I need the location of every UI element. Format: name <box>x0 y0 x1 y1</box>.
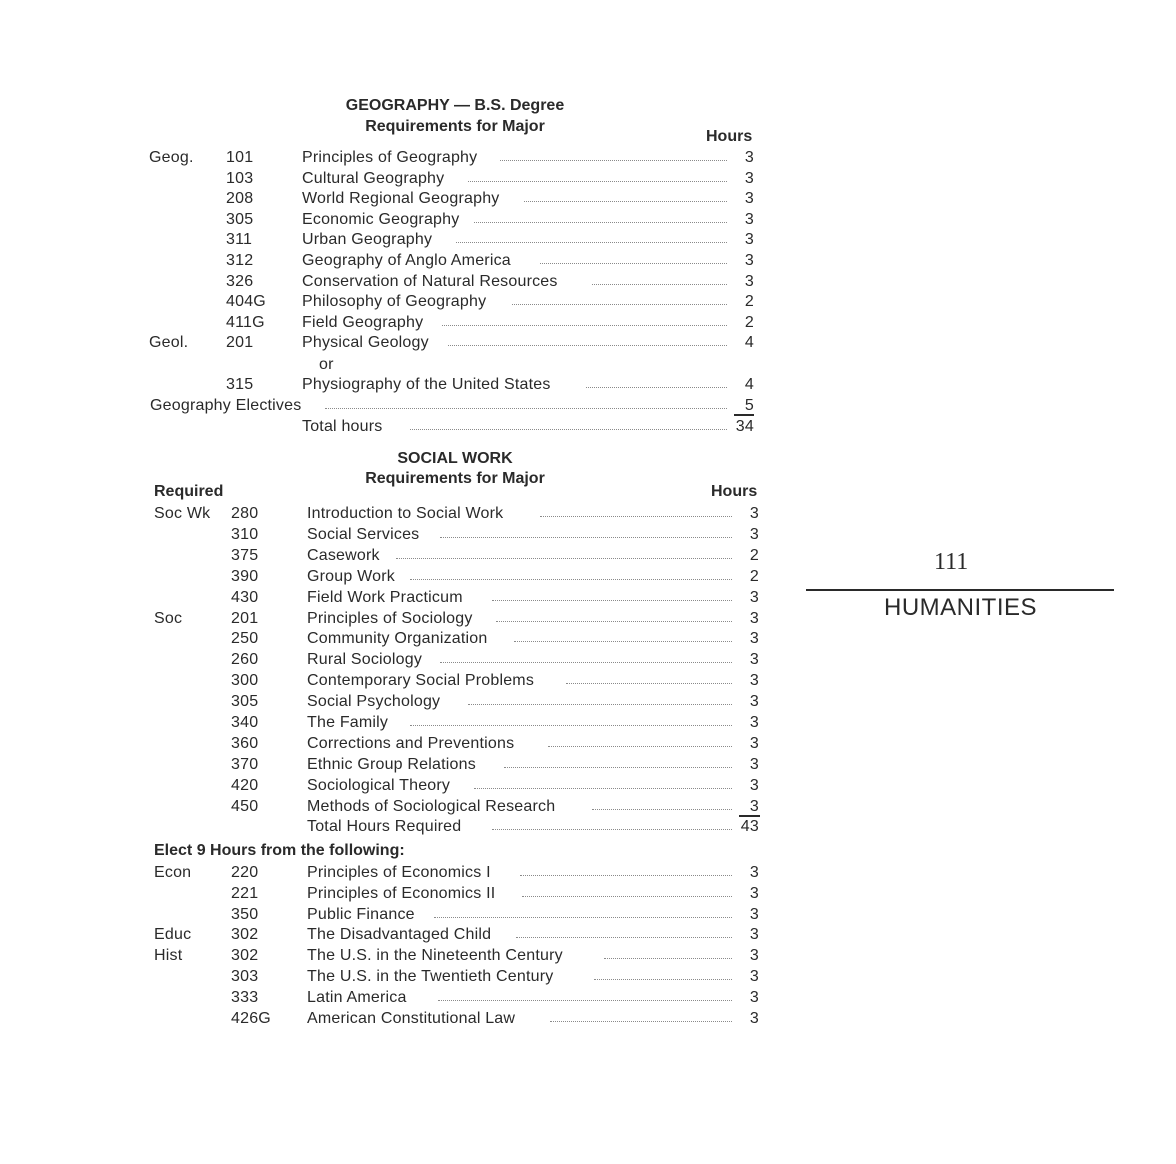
course-row <box>0 291 1176 312</box>
total-label: Total hours <box>302 418 383 435</box>
course-number: 201 <box>226 334 254 352</box>
credit-hours: 3 <box>744 149 754 166</box>
credit-hours: 3 <box>749 947 759 965</box>
course-title: Principles of Economics I <box>307 864 491 881</box>
course-number: 315 <box>226 376 254 393</box>
page-number: 111 <box>934 549 969 575</box>
credit-hours: 4 <box>744 376 754 393</box>
or-row <box>0 354 1176 375</box>
electives-label: Geography Electives <box>150 397 302 414</box>
credit-hours: 3 <box>749 505 759 522</box>
credit-hours: 3 <box>744 169 754 187</box>
course-title: Principles of Economics II <box>307 884 496 902</box>
dot-leader <box>594 979 732 980</box>
dot-leader <box>492 829 732 830</box>
credit-hours: 3 <box>749 1009 759 1027</box>
credit-hours: 34 <box>735 418 754 435</box>
credit-hours: 3 <box>749 884 759 902</box>
course-title: Physiography of the United States <box>302 376 551 393</box>
credit-hours: 4 <box>744 334 754 352</box>
course-row <box>0 566 1176 587</box>
credit-hours: 3 <box>744 190 754 208</box>
department: Geol. <box>149 334 189 352</box>
course-number: 280 <box>231 505 259 522</box>
course-title: The Disadvantaged Child <box>307 926 492 944</box>
credit-hours: 2 <box>749 567 759 585</box>
course-row <box>0 649 1176 670</box>
dot-leader <box>442 325 727 326</box>
margin-rule <box>806 589 1114 591</box>
dot-leader <box>540 263 727 264</box>
electives-row <box>0 395 1176 416</box>
course-title: The U.S. in the Nineteenth Century <box>307 947 563 965</box>
total-row <box>0 416 1176 437</box>
course-title: The Family <box>307 714 389 731</box>
course-number: 302 <box>231 926 259 944</box>
course-number: 404G <box>226 293 266 311</box>
dot-leader <box>440 537 732 538</box>
dot-leader <box>492 600 732 601</box>
course-title: Rural Sociology <box>307 651 423 669</box>
course-row <box>0 524 1176 545</box>
credit-hours: 3 <box>749 968 759 985</box>
course-row <box>0 503 1176 524</box>
course-row <box>0 1008 1176 1029</box>
course-row <box>0 862 1176 883</box>
course-title: Introduction to Social Work <box>307 505 504 522</box>
credit-hours: 3 <box>749 651 759 669</box>
course-number: 221 <box>231 884 259 902</box>
credit-hours: 3 <box>749 588 759 606</box>
credit-hours: 5 <box>744 397 754 414</box>
course-row <box>0 332 1176 353</box>
dot-leader <box>448 345 727 346</box>
dot-leader <box>500 160 727 161</box>
course-title: Geography of Anglo America <box>302 252 511 269</box>
dot-leader <box>550 1021 732 1022</box>
course-number: 311 <box>226 231 253 249</box>
dot-leader <box>566 683 732 684</box>
course-row <box>0 670 1176 691</box>
dot-leader <box>440 662 732 663</box>
course-title: Contemporary Social Problems <box>307 672 535 690</box>
course-number: 360 <box>231 734 259 752</box>
credit-hours: 3 <box>749 905 759 923</box>
course-row <box>0 924 1176 945</box>
course-row <box>0 628 1176 649</box>
dot-leader <box>456 242 727 243</box>
credit-hours: 3 <box>744 210 754 228</box>
course-number: 103 <box>226 169 254 187</box>
course-number: 101 <box>226 149 254 166</box>
dot-leader <box>438 1000 732 1001</box>
department: Hist <box>154 947 183 965</box>
dot-leader <box>592 284 727 285</box>
credit-hours: 3 <box>749 525 759 543</box>
course-number: 305 <box>231 693 259 711</box>
course-number: 260 <box>231 651 259 669</box>
total-label: Total Hours Required <box>307 818 462 835</box>
course-title: Field Work Practicum <box>307 588 463 606</box>
course-number: 426G <box>231 1009 271 1027</box>
course-number: 350 <box>231 905 259 923</box>
dot-leader <box>410 579 732 580</box>
credit-hours: 2 <box>749 546 759 564</box>
geography-hours-header: Hours <box>706 128 753 145</box>
course-row <box>0 775 1176 796</box>
course-number: 333 <box>231 988 259 1006</box>
course-number: 420 <box>231 776 259 794</box>
dot-leader <box>548 746 732 747</box>
course-number: 208 <box>226 190 254 208</box>
credit-hours: 3 <box>749 988 759 1006</box>
course-title: Conservation of Natural Resources <box>302 272 558 290</box>
course-title: Ethnic Group Relations <box>307 755 476 773</box>
credit-hours: 3 <box>749 714 759 731</box>
course-row <box>0 147 1176 168</box>
dot-leader <box>516 937 732 938</box>
credit-hours: 3 <box>749 609 759 627</box>
course-title: Community Organization <box>307 630 488 648</box>
course-row <box>0 987 1176 1008</box>
dot-leader <box>396 558 732 559</box>
dot-leader <box>604 958 732 959</box>
course-number: 375 <box>231 546 259 564</box>
course-row <box>0 271 1176 292</box>
course-title: Philosophy of Geography <box>302 293 487 311</box>
dot-leader <box>434 917 732 918</box>
course-row <box>0 312 1176 333</box>
dot-leader <box>474 788 732 789</box>
course-number: 201 <box>231 609 259 627</box>
course-number: 340 <box>231 714 259 731</box>
credit-hours: 3 <box>744 252 754 269</box>
credit-hours: 3 <box>749 926 759 944</box>
course-row <box>0 168 1176 189</box>
dot-leader <box>586 387 727 388</box>
course-number: 450 <box>231 797 259 815</box>
section-name: HUMANITIES <box>884 594 1038 621</box>
course-title: Corrections and Preventions <box>307 734 515 752</box>
course-title: Cultural Geography <box>302 169 445 187</box>
course-title: World Regional Geography <box>302 190 500 208</box>
course-number: 300 <box>231 672 259 690</box>
course-row <box>0 945 1176 966</box>
course-number: 302 <box>231 947 259 965</box>
course-title: Social Psychology <box>307 693 441 711</box>
credit-hours: 3 <box>749 672 759 690</box>
social-work-hours-header: Hours <box>711 483 758 500</box>
dot-leader <box>410 725 732 726</box>
course-title: Field Geography <box>302 313 424 331</box>
course-title: The U.S. in the Twentieth Century <box>307 968 554 985</box>
course-title: Urban Geography <box>302 231 433 249</box>
dot-leader <box>468 181 727 182</box>
credit-hours: 43 <box>740 818 759 835</box>
course-number: 305 <box>226 210 254 228</box>
course-number: 303 <box>231 968 259 985</box>
elect-heading: Elect 9 Hours from the following: <box>154 842 405 859</box>
dot-leader <box>592 809 732 810</box>
dot-leader <box>468 704 732 705</box>
social-work-subtitle: Requirements for Major <box>365 470 545 487</box>
credit-hours: 3 <box>749 693 759 711</box>
course-number: 430 <box>231 588 259 606</box>
course-number: 310 <box>231 525 259 543</box>
dot-leader <box>512 304 727 305</box>
course-row <box>0 545 1176 566</box>
credit-hours: 2 <box>744 293 754 311</box>
credit-hours: 3 <box>749 797 759 815</box>
dot-leader <box>514 641 732 642</box>
course-title: Principles of Geography <box>302 149 478 166</box>
dot-leader <box>520 875 732 876</box>
course-number: 250 <box>231 630 259 648</box>
social-work-required-label: Required <box>154 483 224 500</box>
credit-hours: 3 <box>749 630 759 648</box>
credit-hours: 2 <box>744 313 754 331</box>
course-number: 370 <box>231 755 259 773</box>
dot-leader <box>522 896 732 897</box>
course-row <box>0 733 1176 754</box>
course-row <box>0 904 1176 925</box>
course-row <box>0 229 1176 250</box>
dot-leader <box>325 408 727 409</box>
course-row <box>0 691 1176 712</box>
course-row <box>0 754 1176 775</box>
course-title: Principles of Sociology <box>307 609 473 627</box>
course-title: Physical Geology <box>302 334 429 352</box>
course-title: Economic Geography <box>302 210 460 228</box>
department: Econ <box>154 864 192 881</box>
dot-leader <box>410 429 727 430</box>
course-number: 326 <box>226 272 254 290</box>
dot-leader <box>524 201 727 202</box>
geography-title: GEOGRAPHY — B.S. Degree <box>345 97 565 114</box>
or-label: or <box>319 356 334 373</box>
course-number: 411G <box>226 313 265 331</box>
department: Geog. <box>149 149 194 166</box>
course-row <box>0 188 1176 209</box>
course-row <box>0 796 1176 817</box>
course-title: Methods of Sociological Research <box>307 797 556 815</box>
course-row <box>0 712 1176 733</box>
total-row <box>0 816 1176 837</box>
course-title: Public Finance <box>307 905 415 923</box>
course-row <box>0 250 1176 271</box>
dot-leader <box>540 516 732 517</box>
course-title: Casework <box>307 546 380 564</box>
course-row <box>0 209 1176 230</box>
social-work-title: SOCIAL WORK <box>397 450 513 467</box>
dot-leader <box>496 621 732 622</box>
department: Soc Wk <box>154 505 211 522</box>
course-number: 312 <box>226 252 254 269</box>
course-title: American Constitutional Law <box>307 1009 516 1027</box>
credit-hours: 3 <box>749 734 759 752</box>
course-title: Sociological Theory <box>307 776 451 794</box>
dot-leader <box>474 222 727 223</box>
credit-hours: 3 <box>744 272 754 290</box>
department: Soc <box>154 609 183 627</box>
course-title: Social Services <box>307 525 420 543</box>
course-row <box>0 883 1176 904</box>
geography-subtitle: Requirements for Major <box>365 118 545 135</box>
course-row <box>0 374 1176 395</box>
credit-hours: 3 <box>749 864 759 881</box>
course-title: Group Work <box>307 567 395 585</box>
course-number: 390 <box>231 567 259 585</box>
department: Educ <box>154 926 192 944</box>
dot-leader <box>504 767 732 768</box>
credit-hours: 3 <box>749 776 759 794</box>
course-row <box>0 966 1176 987</box>
course-title: Latin America <box>307 988 407 1006</box>
course-number: 220 <box>231 864 259 881</box>
credit-hours: 3 <box>744 231 754 249</box>
credit-hours: 3 <box>749 755 759 773</box>
